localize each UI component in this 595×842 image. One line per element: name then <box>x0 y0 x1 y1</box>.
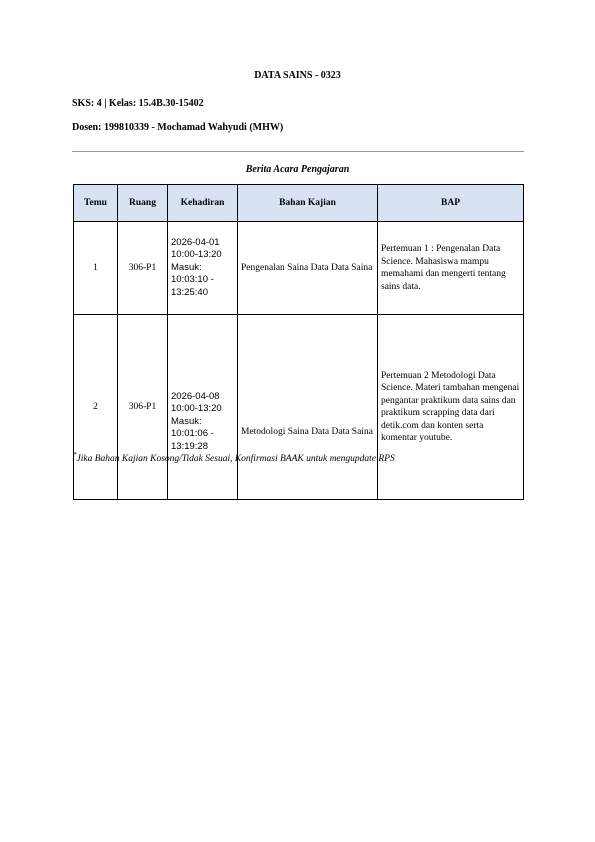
header-ruang: Ruang <box>118 185 168 222</box>
attendance-schedule: 10:00-13:20 <box>171 403 222 415</box>
cell-ruang: 306-P1 <box>118 222 168 315</box>
cell-bahan-kajian: Metodologi Saina Data Data Saina <box>238 315 378 500</box>
cell-temu: 1 <box>74 222 118 315</box>
table-caption: Berita Acara Pengajaran <box>245 164 350 175</box>
attendance-out: 13:25:40 <box>171 286 208 298</box>
header-bahan-kajian: Bahan Kajian <box>238 185 378 222</box>
footnote <box>73 451 395 464</box>
attendance-label: Masuk: <box>171 261 202 273</box>
cell-bap: Pertemuan 2 Metodologi Data Science. Materi tambahan mengenai pengantar praktikum data sains dan praktikum scrapping data dari detik.com dan konten serta komentar youtube. <box>378 315 524 500</box>
attendance-label: Masuk: <box>171 415 202 427</box>
footnote-marker: * <box>73 451 77 459</box>
attendance-date: 2026-04-08 <box>171 390 220 402</box>
footnote-text: Jika Bahan Kajian Kosong/Tidak Sesuai, Konfirmasi BAAK untuk mengupdate RPS <box>76 454 395 465</box>
cell-bahan-kajian: Pengenalan Saina Data Data Saina <box>238 222 378 315</box>
sks-class-line: SKS: 4 | Kelas: 15.4B.30-15402 <box>72 98 204 109</box>
attendance-in: 10:01:06 - <box>171 428 214 440</box>
table-row <box>74 222 524 315</box>
attendance-date: 2026-04-01 <box>171 236 220 248</box>
header-kehadiran: Kehadiran <box>168 185 238 222</box>
table-row <box>74 315 524 500</box>
cell-ruang: 306-P1 <box>118 315 168 500</box>
cell-kehadiran <box>168 222 238 315</box>
cell-kehadiran <box>168 315 238 500</box>
cell-bap: Pertemuan 1 : Pengenalan Data Science. Mahasiswa mampu memahami dan mengerti tentang sains data. <box>378 222 524 315</box>
document-title: DATA SAINS - 0323 <box>254 70 341 81</box>
attendance-out: 13:19:28 <box>171 440 208 452</box>
table-header-row <box>74 185 524 222</box>
horizontal-divider <box>72 151 524 152</box>
cell-temu: 2 <box>74 315 118 500</box>
header-bap: BAP <box>378 185 524 222</box>
attendance-schedule: 10:00-13:20 <box>171 249 222 261</box>
lecturer-line: Dosen: 199810339 - Mochamad Wahyudi (MHW) <box>72 122 284 133</box>
attendance-in: 10:03:10 - <box>171 274 214 286</box>
header-temu: Temu <box>74 185 118 222</box>
